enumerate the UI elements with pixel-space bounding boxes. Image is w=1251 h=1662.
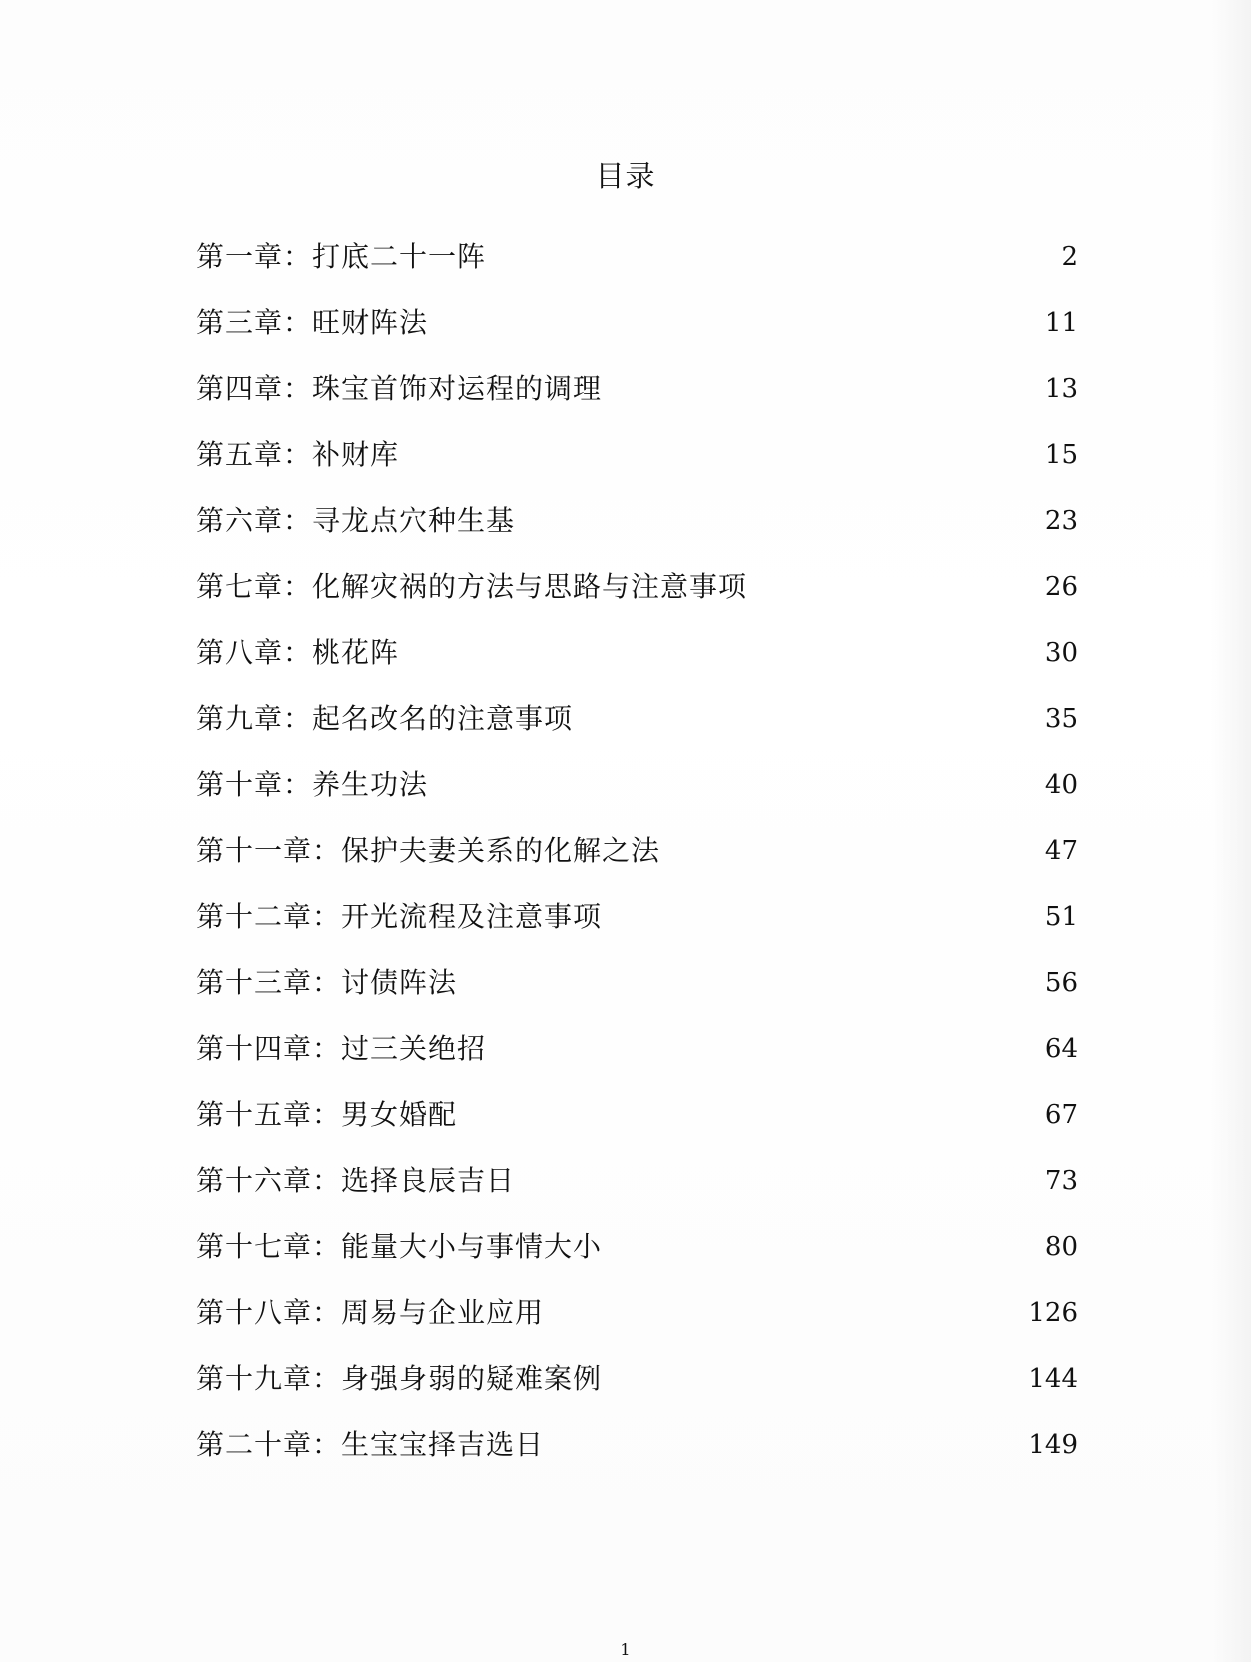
toc-entry[interactable] xyxy=(196,554,1078,620)
toc-entry-label: 第十六章：选择良辰吉日 xyxy=(196,1164,516,1197)
toc-entry[interactable] xyxy=(196,488,1078,554)
toc-entry[interactable] xyxy=(196,1346,1078,1412)
toc-entry[interactable] xyxy=(196,950,1078,1016)
toc-entry-page: 51 xyxy=(1044,902,1078,932)
toc-entry-page: 15 xyxy=(1044,440,1078,470)
toc-entry-label: 第十四章：过三关绝招 xyxy=(196,1032,487,1065)
toc-entry[interactable] xyxy=(196,620,1078,686)
toc-entry[interactable] xyxy=(196,1082,1078,1148)
toc-entry-page: 40 xyxy=(1044,770,1078,800)
toc-entry-page: 126 xyxy=(1028,1298,1078,1328)
toc-entry[interactable] xyxy=(196,356,1078,422)
toc-entry-label: 第十章：养生功法 xyxy=(196,768,429,801)
toc-entry-label: 第九章：起名改名的注意事项 xyxy=(196,702,574,735)
table-of-contents xyxy=(196,224,1078,1478)
toc-entry-page: 2 xyxy=(1061,242,1078,272)
toc-entry[interactable] xyxy=(196,1412,1078,1478)
toc-entry-label: 第十八章：周易与企业应用 xyxy=(196,1296,545,1329)
toc-entry-page: 26 xyxy=(1044,572,1078,602)
toc-entry[interactable] xyxy=(196,1016,1078,1082)
toc-entry-page: 30 xyxy=(1044,638,1078,668)
toc-entry-label: 第十七章：能量大小与事情大小 xyxy=(196,1230,603,1263)
toc-entry-page: 73 xyxy=(1044,1166,1078,1196)
toc-entry-label: 第十五章：男女婚配 xyxy=(196,1098,458,1131)
toc-entry-page: 35 xyxy=(1044,704,1078,734)
toc-entry-label: 第十三章：讨债阵法 xyxy=(196,966,458,999)
toc-entry-label: 第二十章：生宝宝择吉选日 xyxy=(196,1428,545,1461)
toc-entry-page: 11 xyxy=(1044,308,1078,338)
toc-entry[interactable] xyxy=(196,422,1078,488)
toc-entry-label: 第六章：寻龙点穴种生基 xyxy=(196,504,516,537)
toc-entry-page: 144 xyxy=(1028,1364,1078,1394)
toc-entry-label: 第一章：打底二十一阵 xyxy=(196,240,487,273)
toc-entry[interactable] xyxy=(196,752,1078,818)
toc-entry-label: 第十一章：保护夫妻关系的化解之法 xyxy=(196,834,661,867)
toc-entry-page: 80 xyxy=(1044,1232,1078,1262)
scan-shadow xyxy=(1211,0,1251,1662)
toc-entry[interactable] xyxy=(196,224,1078,290)
page-number: 1 xyxy=(620,1640,631,1659)
toc-entry[interactable] xyxy=(196,1214,1078,1280)
toc-title: 目录 xyxy=(595,159,656,193)
toc-entry-label: 第十九章：身强身弱的疑难案例 xyxy=(196,1362,603,1395)
toc-entry-page: 13 xyxy=(1044,374,1078,404)
toc-entry-label: 第八章：桃花阵 xyxy=(196,636,400,669)
toc-entry[interactable] xyxy=(196,818,1078,884)
toc-entry[interactable] xyxy=(196,1148,1078,1214)
toc-entry-label: 第五章：补财库 xyxy=(196,438,400,471)
toc-entry[interactable] xyxy=(196,686,1078,752)
toc-entry-page: 67 xyxy=(1044,1100,1078,1130)
toc-entry-label: 第七章：化解灾祸的方法与思路与注意事项 xyxy=(196,570,748,603)
toc-entry[interactable] xyxy=(196,884,1078,950)
toc-entry-page: 56 xyxy=(1044,968,1078,998)
toc-entry-page: 47 xyxy=(1044,836,1078,866)
toc-entry[interactable] xyxy=(196,290,1078,356)
toc-entry-page: 149 xyxy=(1028,1430,1078,1460)
toc-entry-label: 第四章：珠宝首饰对运程的调理 xyxy=(196,372,603,405)
toc-entry-label: 第三章：旺财阵法 xyxy=(196,306,429,339)
toc-entry[interactable] xyxy=(196,1280,1078,1346)
toc-entry-page: 23 xyxy=(1044,506,1078,536)
toc-entry-label: 第十二章：开光流程及注意事项 xyxy=(196,900,603,933)
toc-entry-page: 64 xyxy=(1044,1034,1078,1064)
